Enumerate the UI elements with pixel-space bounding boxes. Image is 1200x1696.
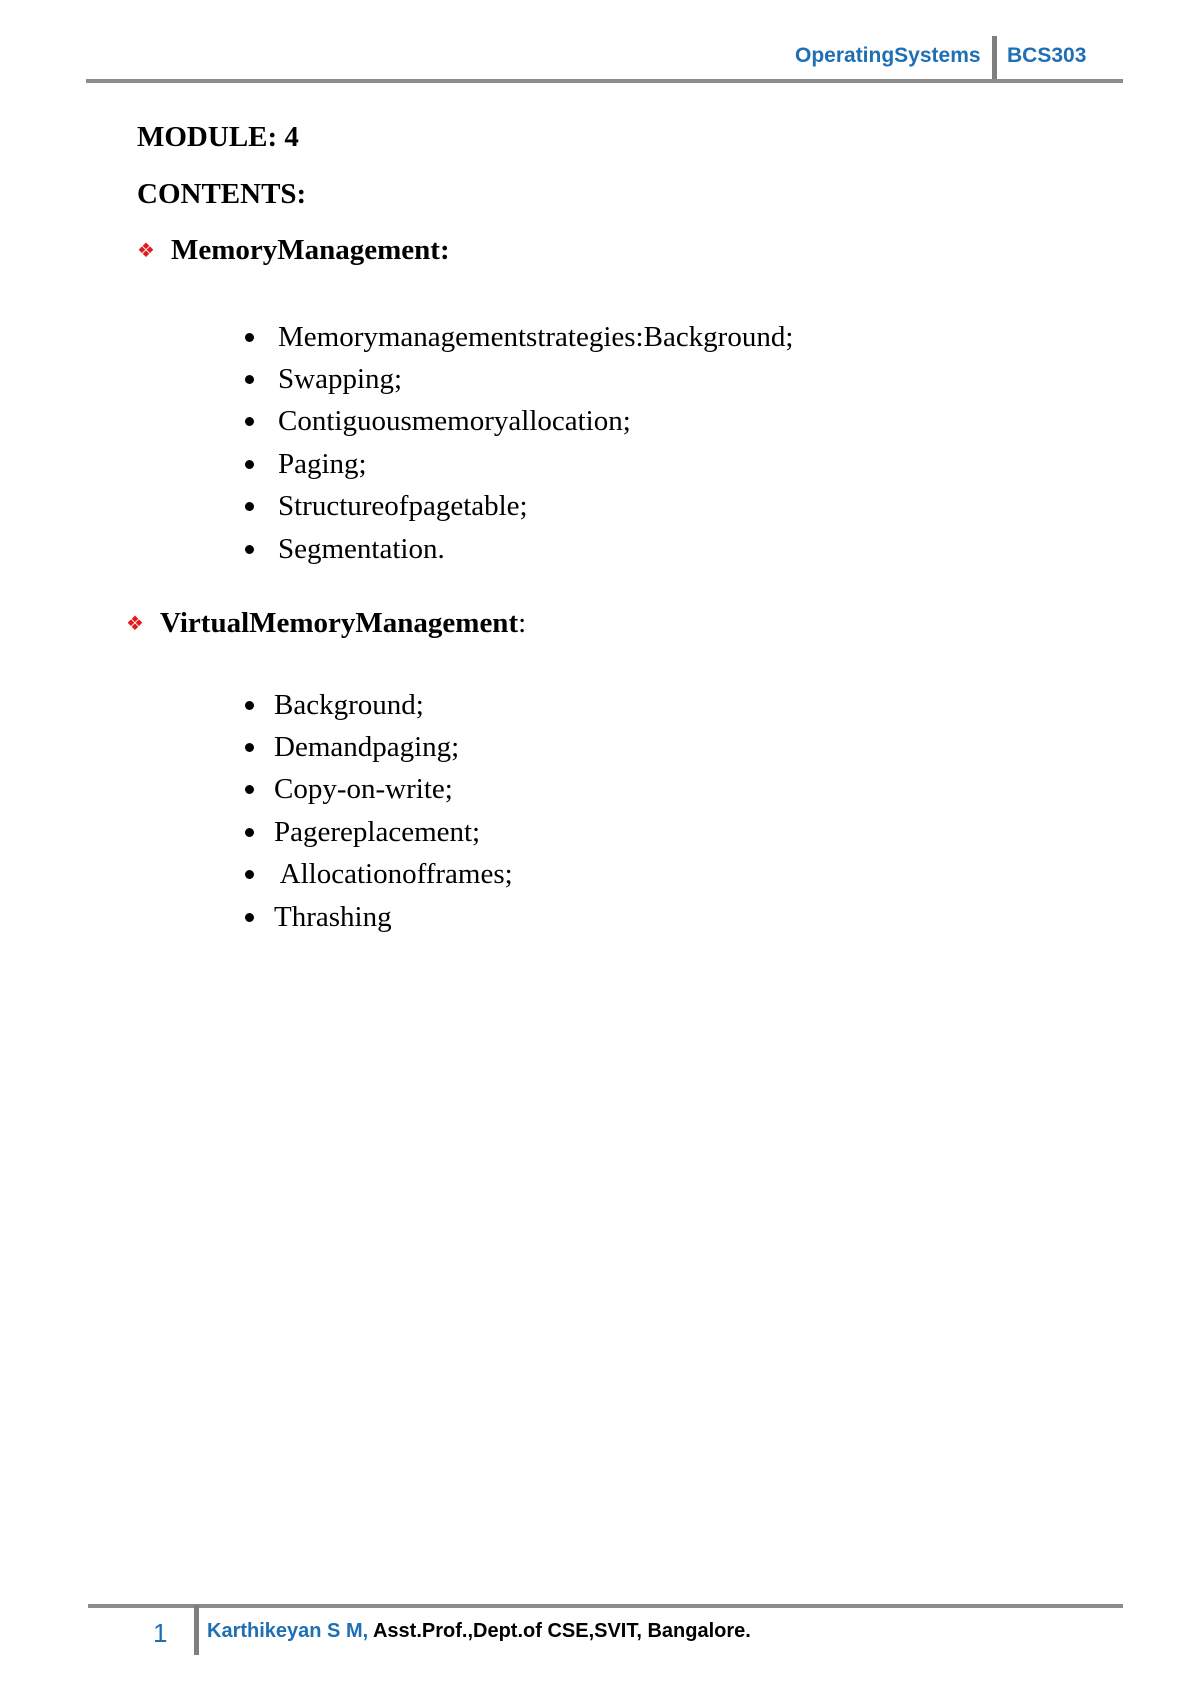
list-item-text: Background;	[274, 688, 424, 721]
module-title: MODULE: 4	[137, 121, 299, 153]
round-bullet-icon	[245, 417, 254, 426]
list-item	[245, 528, 793, 570]
round-bullet-icon	[245, 785, 254, 794]
round-bullet-icon	[245, 460, 254, 469]
virtual-memory-topic-list	[245, 684, 513, 938]
author-affiliation: Asst.Prof.,Dept.of CSE,SVIT, Bangalore.	[368, 1620, 751, 1642]
list-item	[245, 896, 513, 938]
author-name: Karthikeyan S M,	[207, 1620, 369, 1642]
list-item	[245, 401, 793, 443]
list-item-text: Demandpaging;	[274, 731, 460, 764]
list-item-text: Copy-on-write;	[274, 773, 453, 806]
round-bullet-icon	[245, 375, 254, 384]
round-bullet-icon	[245, 701, 254, 710]
section-title: VirtualMemoryManagement	[160, 607, 519, 639]
list-item-text: Contiguousmemoryallocation;	[278, 405, 631, 438]
memory-management-topic-list	[245, 316, 793, 570]
list-item-text: Memorymanagementstrategies:Background;	[278, 320, 794, 353]
list-item	[245, 769, 513, 811]
list-item-text: Allocationofframes;	[274, 858, 513, 891]
list-item	[245, 358, 793, 400]
list-item	[245, 316, 793, 358]
list-item	[245, 486, 793, 528]
page-number: 1	[153, 1618, 168, 1648]
list-item-text: Segmentation.	[278, 532, 445, 565]
list-item-text: Paging;	[278, 447, 367, 480]
section-heading-memory-management	[137, 234, 450, 267]
list-item	[245, 854, 513, 896]
list-item	[245, 443, 793, 485]
list-item	[245, 811, 513, 853]
header-subject: OperatingSystems	[795, 44, 981, 67]
section-title: MemoryManagement:	[171, 234, 450, 266]
round-bullet-icon	[245, 545, 254, 554]
list-item	[245, 726, 513, 768]
contents-label: CONTENTS:	[137, 178, 307, 210]
header-course-code: BCS303	[1007, 44, 1087, 67]
list-item-text: Thrashing	[274, 900, 392, 933]
header-rule	[86, 79, 1123, 83]
list-item-text: Structureofpagetable;	[278, 490, 528, 523]
diamond-bullet-icon: ❖	[137, 240, 155, 262]
section-heading-virtual-memory-management	[126, 607, 526, 640]
footer-divider	[194, 1605, 199, 1655]
header-divider	[992, 36, 997, 82]
list-item-text: Swapping;	[278, 363, 403, 396]
diamond-bullet-icon: ❖	[126, 613, 144, 635]
round-bullet-icon	[245, 502, 254, 511]
list-item-text: Pagereplacement;	[274, 815, 481, 848]
section-title-suffix: :	[518, 607, 527, 639]
footer-author-line	[207, 1620, 751, 1643]
round-bullet-icon	[245, 333, 254, 342]
round-bullet-icon	[245, 870, 254, 879]
round-bullet-icon	[245, 828, 254, 837]
round-bullet-icon	[245, 913, 254, 922]
round-bullet-icon	[245, 743, 254, 752]
list-item	[245, 684, 513, 726]
footer-rule	[88, 1604, 1123, 1608]
